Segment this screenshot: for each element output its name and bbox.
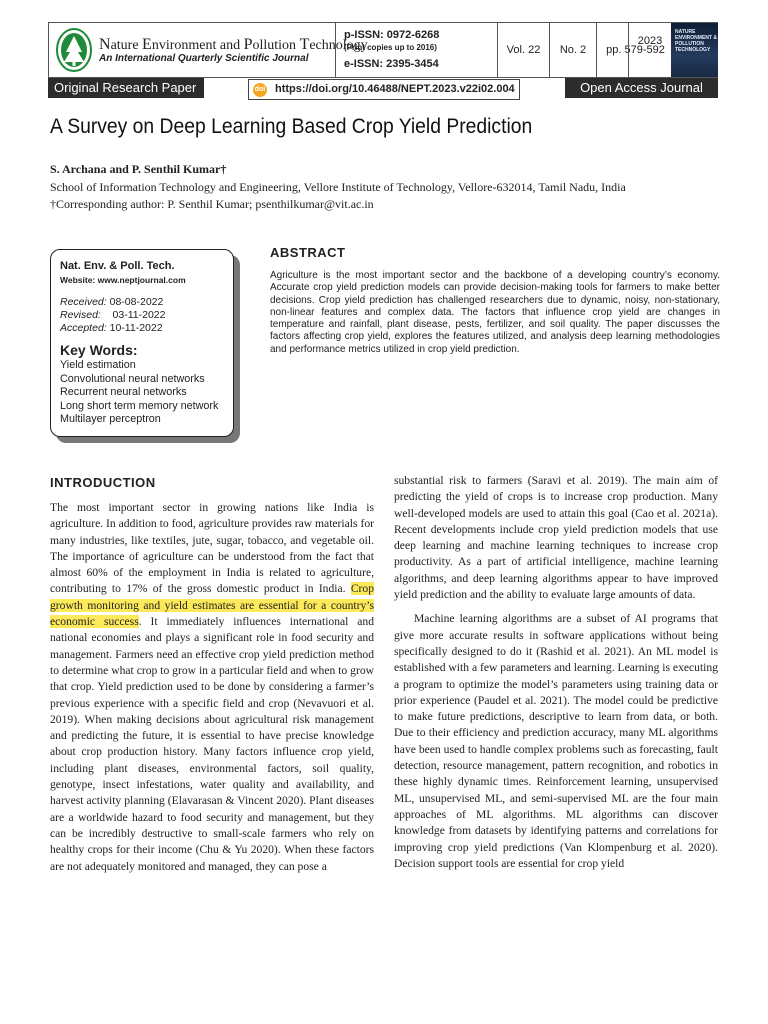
journal-cover-image (671, 23, 718, 77)
journal-website: Website: www.neptjournal.com (60, 275, 186, 285)
open-access-banner: Open Access Journal (565, 78, 718, 98)
p-issn: p-ISSN: 0972-6268 (344, 29, 440, 41)
doi-icon: doi (253, 83, 267, 97)
keyword-item: Recurrent neural networks (60, 386, 187, 398)
article-info-box (50, 249, 234, 437)
corresponding-author: †Corresponding author: P. Senthil Kumar; psenthilkumar@vit.ac.in (50, 197, 374, 211)
doi-link[interactable] (248, 79, 520, 100)
cover-title: NATURE ENVIRONMENT & POLLUTION TECHNOLOGY (675, 29, 717, 53)
keyword-item: Yield estimation (60, 359, 136, 371)
year: 2023 (628, 23, 671, 77)
highlighted-text: Crop growth monitoring and yield estimates are essential for a country’s economic success (50, 582, 374, 629)
keyword-item: Long short term memory network (60, 399, 219, 412)
authors: S. Archana and P. Senthil Kumar† (50, 162, 227, 176)
volume: Vol. 22 (497, 23, 549, 77)
journal-abbreviation: Nat. Env. & Poll. Tech. (60, 260, 175, 272)
article-type-banner: Original Research Paper (48, 78, 204, 98)
e-issn: e-ISSN: 2395-3454 (344, 58, 439, 70)
intro-column-1 (50, 500, 374, 875)
doi-text[interactable]: https://doi.org/10.46488/NEPT.2023.v22i02.004 (275, 83, 515, 95)
journal-logo-icon (56, 28, 92, 72)
received-date: Received: 08-08-2022 (60, 296, 164, 308)
print-note: (Print copies up to 2016) (344, 43, 437, 52)
keywords-title: Key Words: (60, 342, 138, 358)
introduction-heading: INTRODUCTION (50, 475, 156, 490)
intro-paragraph-3: Machine learning algorithms are a subset of AI programs that give more accurate results in software applications without being specifically designed to do it (Rashid et al. 2021). An ML model is established with a few parameters and learning. Learning is executing a program to optimize the model’s parameters using training data or prior experience (Paudel et al. 2021). The model could be predictive to make future predictions, descriptive to learn from data, or both. Due to their efficiency and prediction accuracy, many ML algorithms have been used to handle complex problems such as forecasting, fault detection, resource management, pattern recognition, and robotics in these highly dynamic times. Reinforcement learning, unsupervised ML, unsupervised ML, and semi-supervised ML are the four main approaches of ML algorithms. ML algorithms can discover knowledge from datasets by identifying patterns and correlations for improving crop yield predictions (Van Klompenburg et al. 2020). Decision support tools are essential for crop yield (394, 612, 718, 870)
intro-paragraph-2: substantial risk to farmers (Saravi et al. 2019). The main aim of predicting the yield of crops is to increase crop production. Many well-developed models are used to attain this goal (Cao et al. 2021a). Recent developments include crop yield prediction models that use deep learning and machine learning techniques to increase crop productivity. As a part of artificial intelligence, machine learning algorithms, and deep learning algorithms appear to have improved yield prediction and the ability to evaluate large amounts of data. (394, 474, 718, 602)
journal-name: Nature Environment and Pollution Technology (99, 36, 368, 53)
keyword-item: Convolutional neural networks (60, 372, 205, 385)
revised-date: Revised: 03-11-2022 (60, 309, 166, 321)
journal-subtitle: An International Quarterly Scientific Journal (99, 53, 309, 64)
affiliation: School of Information Technology and Engineering, Vellore Institute of Technology, Vellore-632014, Tamil Nadu, India (50, 180, 626, 194)
intro-paragraph-1: The most important sector in growing nations like India is agriculture. In addition to food, agriculture provides raw materials for many industries, like textiles, jute, sugar, tobacco, and vegetable oil. The importance of agriculture can be understood from the fact that almost 60% of the employment in India is related to agriculture, contributing to 17% of the gross domestic product in India. Crop growth monitoring and yield estimates are essential for a country’s economic success. It immediately influences international and national economies and plays a significant role in food security and management. Farmers need an effective crop yield prediction method to determine what crop to grow in a particular field and when to grow that crop. Yield prediction used to be done by considering a farmer’s previous experience with a specific field and crop (Nevavuori et al. 2019). When making decisions about agricultural risk management and predicting the future, it is essential to have precise knowledge about crop production history. Many factors influence crop yield, including plant diseases, environmental factors, soil quality, genotype, insect infestations, water quality and availability, and harvest activity planning (Elavarasan & Vincent 2020). Plant diseases are a worldwide hazard to food security and management, but they can be incredibly destructive to small-scale farmers who rely on healthy crops for their income (Chu & Yu 2020). When these factors are not adequately monitored and managed, they can pose a (50, 501, 374, 873)
issue-number: No. 2 (549, 23, 596, 77)
article-title: A Survey on Deep Learning Based Crop Yield Prediction (50, 115, 533, 138)
accepted-date: Accepted: 10-11-2022 (60, 322, 163, 334)
intro-column-2 (394, 473, 718, 872)
journal-header (48, 22, 718, 78)
keyword-item: Multilayer perceptron (60, 413, 161, 425)
page-range: pp. 579-592 (596, 23, 674, 77)
issn-cell (335, 23, 497, 77)
abstract-text: Agriculture is the most important sector and the backbone of a developing country’s economy. Accurate crop yield prediction models can provide decision-making tools for farmers to make better decisions. Crop yield prediction has challenged researchers due to dynamic, noisy, non-stationary, non-linear features and complex data. The factors that influence crop yield are changes in temperature and rainfall, plant disease, pests, fertilizer, and soil quality. The paper discusses the factors affecting crop yield, explores the features utilized, and analysis deep learning methodologies and performance metrics utilized in crop yield prediction. (270, 270, 720, 355)
abstract-heading: ABSTRACT (270, 245, 346, 260)
